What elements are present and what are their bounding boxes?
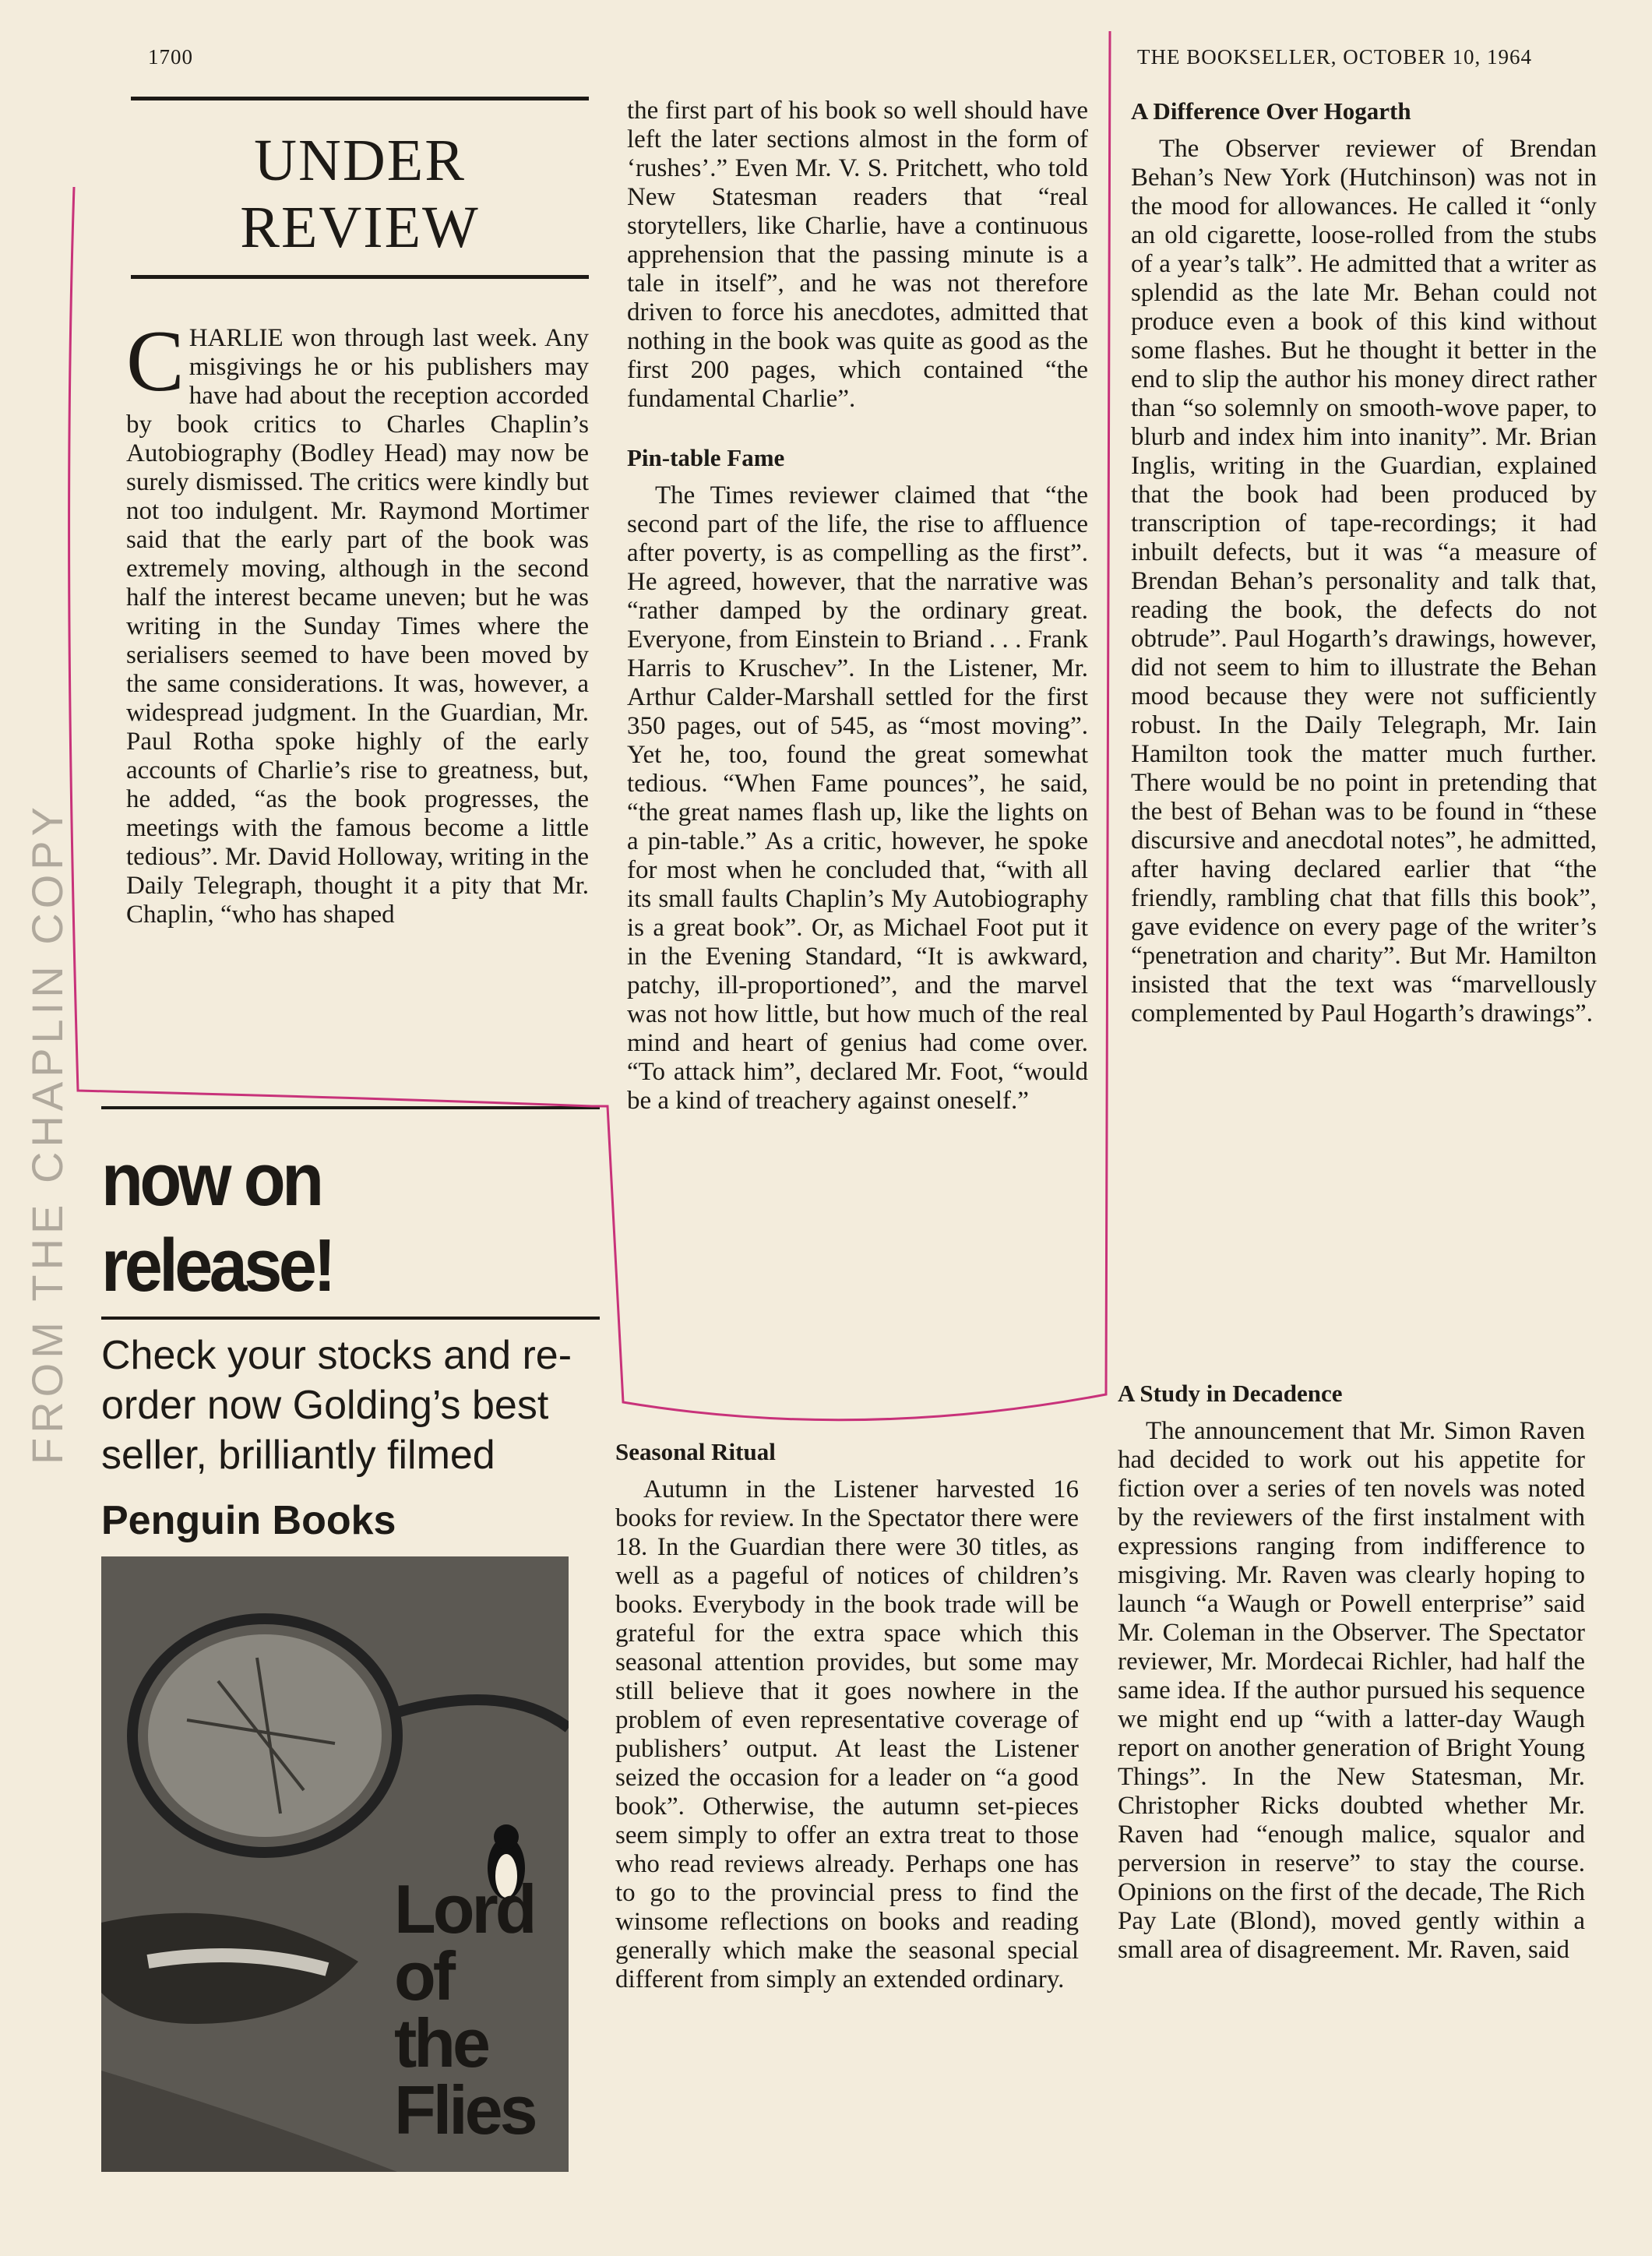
masthead-line-2: REVIEW [240, 195, 480, 260]
page-number: 1700 [148, 45, 193, 69]
ad-tagline: Check your stocks and re-order now Golding’s best seller, brilliantly filmed [101, 1333, 572, 1478]
subheading-seasonal: Seasonal Ritual [615, 1438, 776, 1465]
subheading-pintable: Pin-table Fame [627, 444, 785, 471]
ad-publisher: Penguin Books [101, 1498, 396, 1543]
running-head: THE BOOKSELLER, OCTOBER 10, 1964 [1137, 45, 1533, 69]
subheading-hogarth: A Difference Over Hogarth [1131, 97, 1411, 125]
book-title: Lord of the Flies [394, 1870, 535, 2148]
article-paragraph: The Times reviewer claimed that “the second part of the life, the rise to affluence after poverty, is as compelling as the first”. He agreed, however, that the narrative was “rather damped by the ordinary great. Everyone, from Einstein to Briand . . . Frank Harris to Kruschev”. In the Listener, Mr. Arthur Calder-Marshall settled for the first 350 pages, out of 545, as “most moving”. Yet he, too, found the great somewhat tedious. “When Fame pounces”, he said, “the great names flash up, like the lights on a pin-table.” As a critic, however, he spoke for most when he concluded that, “with all its small faults Chaplin’s My Autobiography is a great book”. Or, as Michael Foot put it in the Evening Standard, “It is awkward, patchy, ill-proportioned”, and the marvel was not how little, but how much of the real mind and heart of genius had come over. “To attack him”, declared Mr. Foot, “would be a kind of treachery against oneself.” [627, 481, 1088, 1115]
subheading-decadence: A Study in Decadence [1118, 1380, 1343, 1407]
article-paragraph: the first part of his book so well should have left the later sections almost in the form of ‘rushes’.” Even Mr. V. S. Pritchett, who told New Statesman readers that “real storytellers, like Charlie, have a continuous apprehension that the passing minute is a tale in itself”, and he was not therefore driven to force his anecdotes, admitted that nothing in the book was quite as good as the first 200 pages, which contained “the fundamental Charlie”. [627, 97, 1088, 413]
article-text: HARLIE won through last week. Any misgivings he or his publishers may have had about the reception accorded by book critics to Charles Chaplin’s Autobiography (Bodley Head) may now be surely dismissed. The critics were kindly but not too indulgent. Mr. Raymond Mortimer said that the early part of the book was extremely moving, although in the second half the interest became uneven; but he was writing in the Sunday Times where the serialisers seemed to have been moved by the same considerations. It was, however, a widespread judgment. In the Guardian, Mr. Paul Rotha spoke highly of the early accounts of Charlie’s rise to greatness, but, he added, “as the book progresses, the meetings with the famous become a little tedious”. Mr. David Holloway, writing in the Daily Telegraph, thought it a pity that Mr. Chaplin, “who has shaped [126, 324, 589, 929]
article-paragraph: The announcement that Mr. Simon Raven had decided to work out his appetite for fiction over a series of ten novels was noted by the reviewers of the first instalment with expressions ranging from indifference to misgiving. Mr. Raven was clearly hoping to launch “a Waugh or Powell enterprise” said Mr. Coleman in the Observer. The Spectator reviewer, Mr. Mordecai Richler, had half the same idea. If the author pursued his sequence we might end up “with a latter-day Waugh report on another generation of Bright Young Things”. In the New Statesman, Mr. Christopher Ricks doubted whether Mr. Raven had “enough malice, squalor and perversion in reserve” to stay the course. Opinions on the first of the decade, The Rich Pay Late (Blond), moved gently within a small area of disagreement. Mr. Raven, said [1118, 1417, 1585, 1964]
ad-headline: now on release! [101, 1138, 333, 1307]
drop-cap: C [126, 313, 185, 410]
article-paragraph: The Observer reviewer of Brendan Behan’s New York (Hutchinson) was not in the mood for allowances. He called it “only an old cigarette, loose-rolled from the stubs of a year’s talk”. He admitted that a writer as splendid as the late Mr. Behan could not produce even a book of this kind without some flashes. But he thought it better in the end to slip the author his money direct rather than “so solemnly on smooth-wove paper, to blurb and index him into inanity”. Mr. Brian Inglis, writing in the Guardian, explained that the book had been produced by transcription of tape-recordings; it had inbuilt defects, but it was “a measure of Brendan Behan’s personality and talk that, reading the book, the defects do not obtrude”. Paul Hogarth’s drawings, however, did not seem to him to illustrate the Behan mood because they were not sufficiently robust. In the Daily Telegraph, Mr. Iain Hamilton took the matter much further. There would be no point in pretending that the best of Behan was to be found in “these discursive and anecdotal notes”, he admitted, after having declared earlier that “the friendly, rambling chat that fills this book”, gave evidence on every page of the writer’s “penetration and charity”. But Mr. Hamilton insisted that the text was “marvellously complemented by Paul Hogarth’s drawings”. [1131, 135, 1597, 1028]
article-paragraph: Autumn in the Listener harvested 16 books for review. In the Spectator there were 18. In the Guardian there were 30 titles, as well as a pageful of notices of children’s books. Everybody in the book trade will be grateful for the extra space which this seasonal attention provides, but some may still believe that it goes nowhere in the problem of even representative coverage of publishers’ output. At least the Listener seized the occasion for a leader on “a good book”. Otherwise, the autumn set-pieces seem simply to offer an extra treat to those who read reviews already. Perhaps one has to go to the provincial press to find the winsome reflections on books and reading generally which make the seasonal special different from simply an extended ordinary. [615, 1475, 1079, 1993]
watermark-stamp: FROM THE CHAPLIN COPY [23, 802, 72, 1465]
masthead-line-1: UNDER [254, 128, 466, 193]
